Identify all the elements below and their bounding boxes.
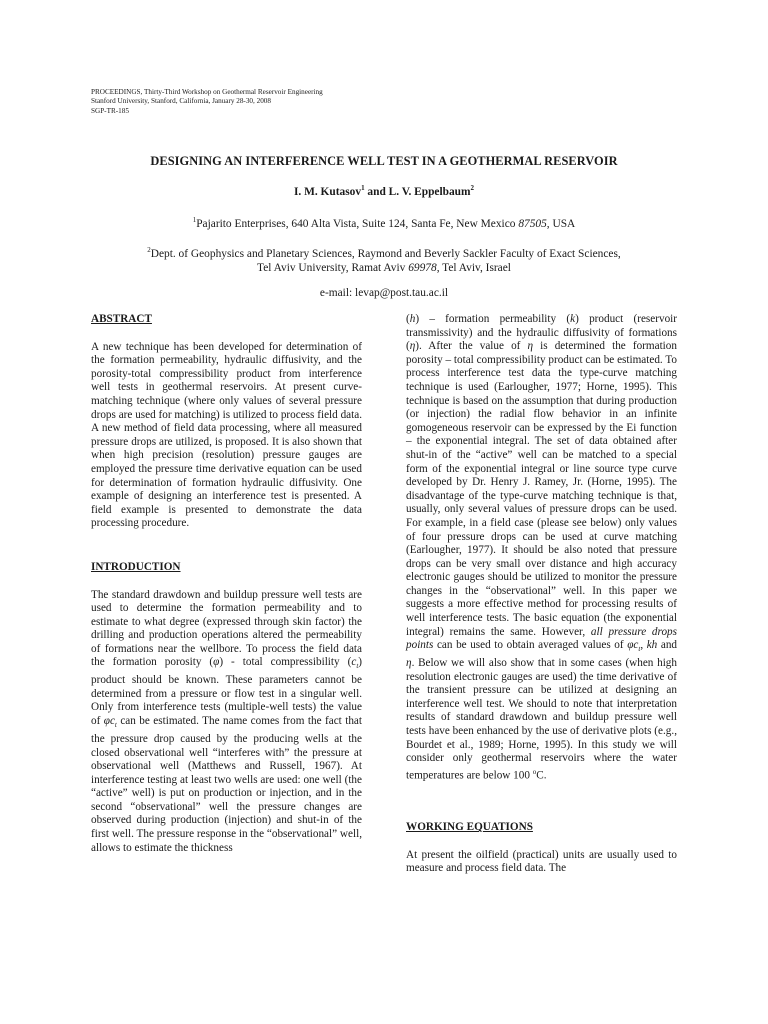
introduction-heading: INTRODUCTION xyxy=(91,560,181,573)
introduction-paragraph xyxy=(91,589,362,856)
affiliation-1-superscript: 1 xyxy=(192,216,197,224)
author-conjunction: and xyxy=(364,185,389,198)
right-text-6: can be used to obtain averaged values of xyxy=(433,639,628,652)
right-text-8: and xyxy=(657,639,678,652)
author-1-name: I. M. Kutasov xyxy=(293,185,362,198)
intro-text-4: can be estimated. The name comes from the fact that the pressure drop caused by the producing wells at the closed observational well “interferes with” the pressure at observational well (Matthews and Russell, 1967). At interference testing at least two wells are used: one well (the “active” well) is put on production or injection, and in the second “observational” well the pressure changes are observed during production (injection) and shut-in of the first well. The pressure response in the “observational” well, allows to estimate the thickness xyxy=(91,715,362,854)
header-line-3: SGP-TR-185 xyxy=(91,106,129,115)
right-text-2: ) – formation permeability ( xyxy=(415,313,571,325)
working-equations-text: At present the oilfield (practical) units are usually used to measure and process field data. The xyxy=(406,848,677,875)
affiliation-2-zip: 69978 xyxy=(408,261,437,274)
right-paragraph xyxy=(406,313,677,783)
affiliation-2-university: Tel Aviv University, Ramat Aviv xyxy=(257,261,409,274)
header-line-1: PROCEEDINGS, Thirty-Third Workshop on Geothermal Reservoir Engineering xyxy=(91,88,323,96)
proceedings-header xyxy=(91,88,323,116)
author-1-superscript: 1 xyxy=(361,184,365,192)
working-equations-heading: WORKING EQUATIONS xyxy=(406,821,533,834)
eta-symbol-3: η xyxy=(406,657,412,670)
affiliation-2-dept: Dept. of Geophysics and Planetary Sciences, Raymond and Beverly Sackler Faculty of Exact Sciences, xyxy=(150,247,621,260)
degree-superscript: o xyxy=(532,767,537,776)
contact-email: e-mail: levap@post.tau.ac.il xyxy=(319,287,449,299)
phict-subscript: t xyxy=(114,721,117,730)
author-2-superscript: 2 xyxy=(470,184,475,192)
intro-text-2: ) - total compressibility ( xyxy=(219,656,352,669)
phi-symbol: φ xyxy=(213,656,220,669)
right-text-10: C. xyxy=(536,769,547,782)
affiliation-1-zip: 87505 xyxy=(518,217,547,230)
paper-title: DESIGNING AN INTERFERENCE WELL TEST IN A GEOTHERMAL RESERVOIR xyxy=(150,154,618,168)
right-phict-symbol: φc xyxy=(627,639,639,652)
right-text-1: ( xyxy=(406,313,410,325)
intro-text-3: ) product should be known. These parameters cannot be determined from a pressure or flow test in a singular well. Only from interference tests (multiple-well tests) the value of xyxy=(91,656,362,728)
emphasis-pressure-drops: all pressure drops points xyxy=(406,625,677,652)
kh-symbol: kh xyxy=(646,639,658,652)
phict-symbol: φc xyxy=(103,715,115,728)
affiliation-1-country: , USA xyxy=(546,217,576,230)
left-column xyxy=(91,313,362,855)
ct-symbol: c xyxy=(351,656,357,669)
right-text-5: is determined the formation porosity – total compressibility product can be estimated. To process interference test data the type-curve matching technique is used (Earlougher, 1977; Horne, 1995). This technique is based on the assumption that during production (or injection) the radial flow behavior in an infinite gomogeneous reservoir can be expressed by the Ei function – the exponential integral. The set of data obtained after shut-in of the “active” well can be matched to a special form of the exponential integral or line source type curve developed by Dr. Henry J. Ramey, Jr. (Horne, 1995). The disadvantage of the type-curve matching technique is that, usually, only several values of pressure drops can be used. For example, in a field case (please see below) only values of four pressure drops can be used at curve matching (Earlougher, 1977). It should be also noted that pressure drops can be very small over distance and high accuracy electronic gauges should be utilized to monitor the pressure changes in the “observational” well. In this paper we suggests a more effective method for processing results of well interference tests. The basic equation (the exponential integral) remains the same. However, xyxy=(406,340,677,638)
abstract-text: A new technique has been developed for determination of the formation permeability, hydraulic diffusivity, and the porosity-total compressibility product from interference well tests in geothermal reservoirs. At present curve-matching technique (where only values of several pressure drops are used for matching) is utilized to process field data. A new method of field data processing, where all measured pressure drops are utilized, is proposed. It is also shown that when high precision (resolution) pressure gauges are employed the pressure time derivative equation can be used for determination of formation hydraulic diffusivity. One example of designing an interference test is presented. A field example is presented to demonstrate the data processing procedure. xyxy=(91,340,362,530)
right-column xyxy=(406,313,677,876)
affiliation-2-superscript: 2 xyxy=(147,246,151,254)
header-line-2: Stanford University, Stanford, California, January 28-30, 2008 xyxy=(91,97,271,106)
k-symbol: k xyxy=(570,313,576,325)
ct-subscript: t xyxy=(356,662,359,671)
affiliation-1-text: Pajarito Enterprises, 640 Alta Vista, Suite 124, Santa Fe, New Mexico xyxy=(196,217,519,230)
affiliation-2-city: , Tel Aviv, Israel xyxy=(436,261,511,274)
intro-text-1: The standard drawdown and buildup pressure well tests are used to determine the formation permeability and to estimate to what degree (expressed through skin factor) the drilling and production operations altered the permeability of formations near the wellbore. To process the field data the formation porosity ( xyxy=(91,588,362,669)
affiliation-1 xyxy=(0,213,768,231)
right-text-7: , xyxy=(640,639,647,652)
author-2-name: L. V. Eppelbaum xyxy=(388,185,471,198)
right-text-3: ) product (reservoir transmissivity) and the hydraulic diffusivity of formations ( xyxy=(406,313,677,353)
right-text-9: . Below we will also show that in some cases (when high resolution electronic gauges are used) the time derivative of the transient pressure can be utilized at designing an interference well test. We should to note that interpretation results of standard drawdown and buildup pressure well tests have been enhanced by the use of derivative plots (e.g., Bourdet et al., 1989; Horne, 1995). In this study we will consider only geothermal reservoirs where the water temperatures are below 100 xyxy=(406,657,677,782)
right-phict-subscript: t xyxy=(638,645,641,654)
eta-symbol-2: η xyxy=(527,340,534,353)
right-text-4: ). After the value of xyxy=(415,340,528,353)
h-symbol: h xyxy=(409,313,416,325)
author-list xyxy=(0,184,768,198)
affiliation-2 xyxy=(0,243,768,275)
affiliation-2-line-1 xyxy=(0,243,768,261)
eta-symbol-1: η xyxy=(409,340,416,353)
abstract-heading: ABSTRACT xyxy=(91,313,152,325)
affiliation-2-line-2 xyxy=(0,261,768,275)
